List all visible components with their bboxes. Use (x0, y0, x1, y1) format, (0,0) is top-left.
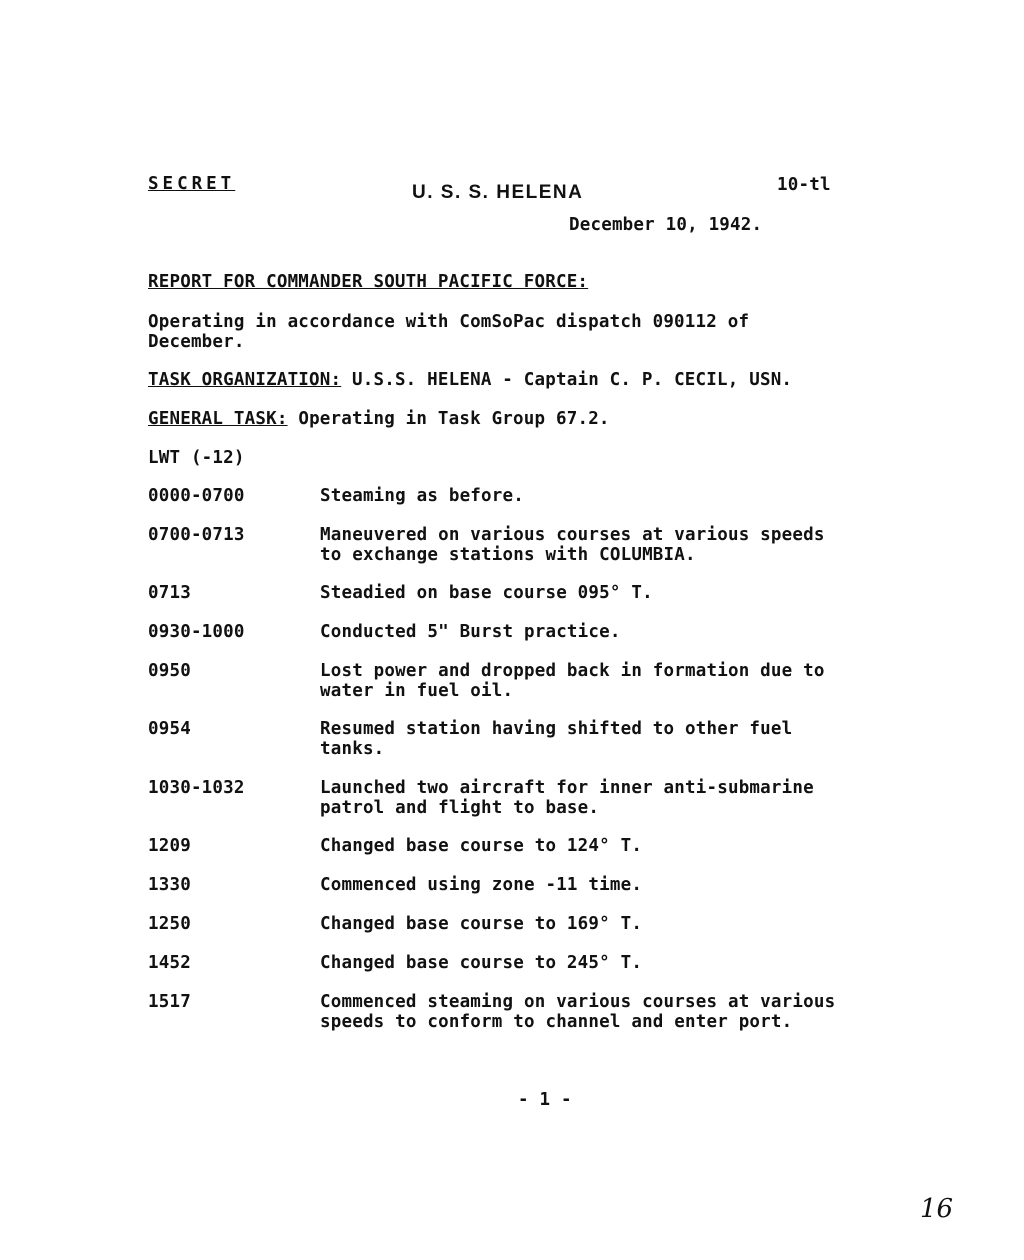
log-description (320, 836, 642, 856)
log-description-line: Maneuvered on various courses at various speeds (320, 525, 825, 545)
classification-marking: SECRET (148, 174, 236, 194)
task-organization-label: TASK ORGANIZATION: (148, 370, 342, 390)
log-time: 1209 (148, 836, 191, 856)
log-time: 0000-0700 (148, 486, 245, 506)
log-time: 0954 (148, 719, 191, 739)
intro-line: December. (148, 332, 245, 352)
log-description-line: tanks. (320, 739, 385, 759)
page-number: - 1 - (518, 1090, 572, 1110)
handwritten-page-number: 16 (920, 1194, 954, 1224)
log-description (320, 953, 642, 973)
log-time: 1452 (148, 953, 191, 973)
log-description-line: Launched two aircraft for inner anti-submarine (320, 778, 814, 798)
log-description-line: Changed base course to 245° T. (320, 953, 643, 973)
log-description-line: to exchange stations with COLUMBIA. (320, 545, 696, 565)
log-time: 1330 (148, 875, 191, 895)
log-description (320, 583, 653, 603)
log-description (320, 875, 642, 895)
log-description-line: Commenced using zone -11 time. (320, 875, 643, 895)
log-time: 0700-0713 (148, 525, 245, 545)
log-description (320, 622, 621, 642)
log-time: 0713 (148, 583, 191, 603)
intro-line: Operating in accordance with ComSoPac dispatch 090112 of (148, 312, 750, 332)
log-description-line: Changed base course to 124° T. (320, 836, 643, 856)
log-description-line: Steaming as before. (320, 486, 524, 506)
log-description (320, 778, 814, 818)
document-number: 10-tl (777, 175, 831, 195)
intro-paragraph (148, 312, 749, 352)
log-time: 0930-1000 (148, 622, 245, 642)
task-organization-text: U.S.S. HELENA - Captain C. P. CECIL, USN. (352, 370, 793, 390)
general-task-label: GENERAL TASK: (148, 409, 288, 429)
log-description (320, 486, 524, 506)
general-task-line (148, 409, 610, 429)
time-zone-label: LWT (-12) (148, 448, 245, 468)
log-description (320, 992, 835, 1032)
log-description-line: Conducted 5" Burst practice. (320, 622, 621, 642)
log-description (320, 914, 642, 934)
log-description (320, 661, 825, 701)
log-description (320, 525, 825, 565)
log-description-line: Commenced steaming on various courses at various (320, 992, 836, 1012)
log-time: 1250 (148, 914, 191, 934)
log-description-line: Lost power and dropped back in formation due to (320, 661, 825, 681)
log-description-line: patrol and flight to base. (320, 798, 600, 818)
log-description-line: Steadied on base course 095° T. (320, 583, 653, 603)
log-description (320, 719, 792, 759)
log-description-line: Changed base course to 169° T. (320, 914, 643, 934)
log-description-line: water in fuel oil. (320, 681, 514, 701)
log-time: 0950 (148, 661, 191, 681)
ship-name: U. S. S. HELENA (412, 182, 584, 203)
log-time: 1030-1032 (148, 778, 245, 798)
log-description-line: Resumed station having shifted to other fuel (320, 719, 793, 739)
task-organization-line (148, 370, 792, 390)
report-date: December 10, 1942. (569, 215, 763, 235)
log-time: 1517 (148, 992, 191, 1012)
general-task-text: Operating in Task Group 67.2. (298, 409, 610, 429)
log-description-line: speeds to conform to channel and enter port. (320, 1012, 793, 1032)
report-heading: REPORT FOR COMMANDER SOUTH PACIFIC FORCE: (148, 272, 589, 292)
